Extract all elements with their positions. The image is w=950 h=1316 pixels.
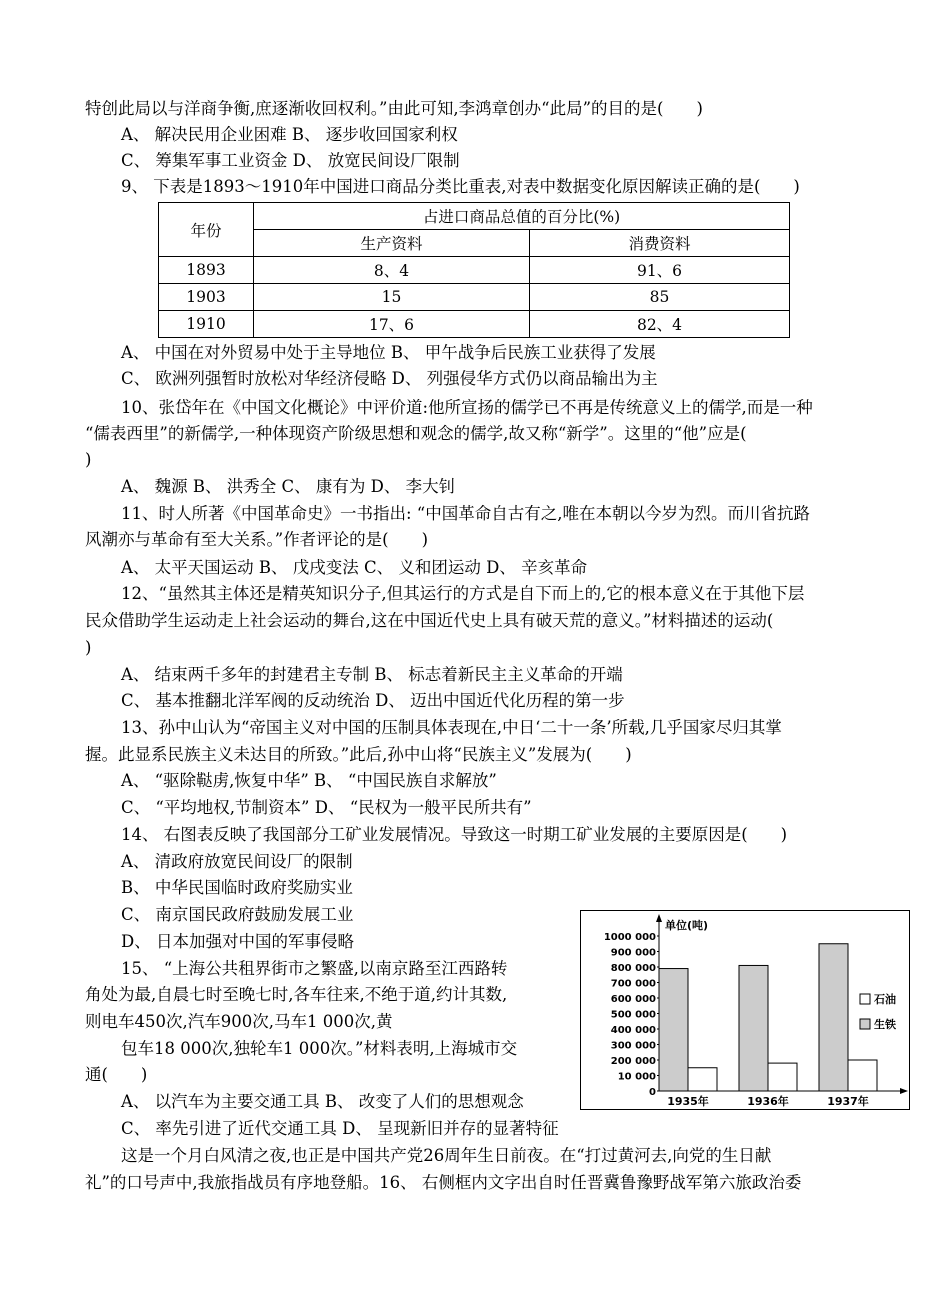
table-cell-production: 17、6: [254, 311, 530, 338]
y-tick-label: 1000 000: [603, 932, 656, 943]
text-line: 通( ): [85, 1065, 148, 1084]
text-line: 握。此显系民族主义未达目的所致。”此后,孙中山将“民族主义”发展为( ): [85, 745, 632, 764]
table-row: [159, 311, 790, 338]
table-row: [159, 284, 790, 311]
y-tick-label: 10 000: [617, 1071, 656, 1083]
option-line: C、 率先引进了近代交通工具 D、 呈现新旧并存的显著特征: [121, 1119, 559, 1138]
table-cell-year: 1903: [159, 284, 254, 311]
y-tick-label: 0: [649, 1087, 656, 1098]
bar-oil: [848, 1060, 877, 1091]
option-line: A、 清政府放宽民间设厂的限制: [121, 852, 353, 871]
option-line: A、 太平天国运动 B、 戊戌变法 C、 义和团运动 D、 辛亥革命: [121, 558, 588, 577]
option-line: A、 “驱除鞑虏,恢复中华” B、 “中国民族自求解放”: [121, 771, 497, 790]
y-tick-label: 900 000: [610, 947, 656, 959]
question-9: 9、 下表是1893～1910年中国进口商品分类比重表,对表中数据变化原因解读正确的是( ): [121, 177, 800, 196]
text-line: 礼”的口号声中,我旅指战员有序地登船。16、 右侧框内文字出自时任晋冀鲁豫野战军第六旅政治委: [85, 1173, 802, 1192]
question-13: 13、孙中山认为“帝国主义对中国的压制具体表现在,中日‘二十一条’所载,几乎国家尽归其掌: [121, 718, 782, 737]
option-line: D、 日本加强对中国的军事侵略: [121, 932, 354, 951]
legend-label-iron: 生铁: [874, 1018, 896, 1031]
x-tick-label: 1936年: [747, 1095, 789, 1108]
y-tick-label: 700 000: [610, 978, 656, 990]
table-header-year: 年份: [159, 203, 254, 257]
text-line: ): [85, 638, 92, 657]
option-line: A、 中国在对外贸易中处于主导地位 B、 甲午战争后民族工业获得了发展: [121, 343, 656, 362]
y-tick-label: 200 000: [610, 1056, 656, 1067]
bar-iron: [819, 944, 848, 1091]
y-tick-label: 400 000: [610, 1025, 656, 1036]
import-table: [158, 202, 790, 338]
text-line: 则电车450次,汽车900次,马车1 000次,黄: [85, 1012, 393, 1031]
text-line: 民众借助学生运动走上社会运动的舞台,这在中国近代史上具有破天荒的意义。”材料描述的运动(: [85, 611, 774, 630]
question-10: 10、张岱年在《中国文化概论》中评价道:他所宣扬的儒学已不再是传统意义上的儒学,而是一种: [121, 398, 813, 417]
x-axis-arrow: [900, 1088, 908, 1094]
legend-label-oil: 石油: [874, 993, 896, 1006]
question-14: 14、 右图表反映了我国部分工矿业发展情况。导致这一时期工矿业发展的主要原因是( ): [121, 825, 788, 844]
text-line: 包车18 000次,独轮车1 000次。”材料表明,上海城市交: [121, 1039, 518, 1058]
x-tick-label: 1935年: [667, 1095, 709, 1108]
y-tick-label: 500 000: [610, 1009, 656, 1021]
legend-swatch-oil: [860, 994, 870, 1004]
option-line: C、 南京国民政府鼓励发展工业: [121, 905, 354, 924]
table-header-group: 占进口商品总值的百分比(%): [254, 203, 790, 230]
option-line: B、 中华民国临时政府奖励实业: [121, 878, 353, 897]
option-line: A、 以汽车为主要交通工具 B、 改变了人们的思想观念: [121, 1092, 524, 1111]
y-axis-label: 单位(吨): [665, 919, 709, 932]
text-line: ): [85, 450, 92, 469]
bar-iron: [659, 969, 688, 1091]
bar-oil: [688, 1068, 717, 1091]
option-line: A、 魏源 B、 洪秀全 C、 康有为 D、 李大钊: [121, 477, 456, 496]
bar-iron: [739, 965, 768, 1091]
table-header-consumption: 消费资料: [530, 230, 790, 257]
option-line: C、 基本推翻北洋军阀的反动统治 D、 迈出中国近代化历程的第一步: [121, 691, 625, 710]
question-11: 11、时人所著《中国革命史》一书指出: “中国革命自古有之,唯在本朝以今岁为烈。而川省抗路: [121, 504, 810, 523]
option-line: A、 结束两千多年的封建君主专制 B、 标志着新民主主义革命的开端: [121, 665, 623, 684]
table-header-production: 生产资料: [254, 230, 530, 257]
question-12: 12、“虽然其主体还是精英知识分子,但其运行的方式是自下而上的,它的根本意义在于其他下层: [121, 584, 805, 603]
y-tick-label: 600 000: [610, 994, 656, 1005]
option-line: C、 筹集军事工业资金 D、 放宽民间设厂限制: [121, 151, 460, 170]
x-tick-label: 1937年: [827, 1095, 869, 1108]
table-cell-year: 1893: [159, 257, 254, 284]
option-line: A、 解决民用企业困难 B、 逐步收回国家利权: [121, 125, 458, 144]
table-cell-production: 8、4: [254, 257, 530, 284]
table-row: [159, 257, 790, 284]
chart-svg: [581, 911, 909, 1109]
text-line: 这是一个月白风清之夜,也正是中国共产党26周年生日前夜。在“打过黄河去,向党的生日献: [121, 1146, 772, 1165]
text-line: “儒表西里”的新儒学,一种体现资产阶级思想和观念的儒学,故又称“新学”。这里的“他”应是(: [85, 424, 747, 443]
table-cell-consumption: 82、4: [530, 311, 790, 338]
y-tick-label: 800 000: [610, 963, 656, 974]
question-15: 15、 “上海公共租界街市之繁盛,以南京路至江西路转: [121, 959, 508, 978]
table-cell-production: 15: [254, 284, 530, 311]
table-cell-consumption: 91、6: [530, 257, 790, 284]
production-chart: [580, 910, 910, 1110]
table-cell-year: 1910: [159, 311, 254, 338]
text-line: 角处为最,自晨七时至晚七时,各车往来,不绝于道,约计其数,: [85, 985, 508, 1004]
text-line: 风潮亦与革命有至大关系。”作者评论的是( ): [85, 530, 429, 549]
text-line: 特创此局以与洋商争衡,庶逐渐收回权利。”由此可知,李鸿章创办“此局”的目的是( ): [85, 99, 703, 118]
y-axis-arrow: [656, 914, 662, 922]
table-cell-consumption: 85: [530, 284, 790, 311]
y-tick-label: 300 000: [610, 1040, 656, 1052]
legend-swatch-iron: [860, 1019, 870, 1029]
option-line: C、 欧洲列强暂时放松对华经济侵略 D、 列强侵华方式仍以商品输出为主: [121, 369, 658, 388]
option-line: C、 “平均地权,节制资本” D、 “民权为一般平民所共有”: [121, 798, 532, 817]
bar-oil: [768, 1063, 797, 1091]
